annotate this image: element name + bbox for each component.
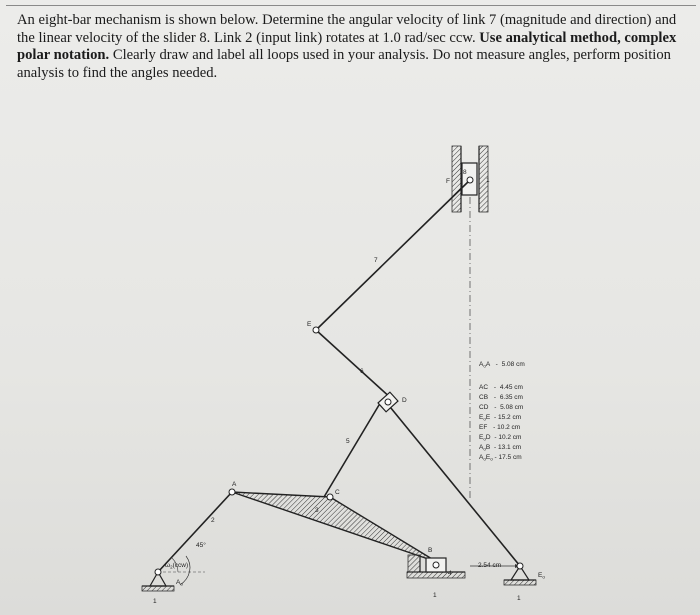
dim-row: $A_oB - 13.1$ cm	[479, 444, 522, 452]
label-f: F	[446, 178, 450, 185]
label-a: A	[232, 481, 237, 488]
problem-text-bold: Use analytical method, complex polar notation.	[17, 29, 677, 64]
link-3	[232, 492, 437, 562]
label-7: 7	[374, 257, 378, 264]
dimension-table	[479, 361, 525, 462]
label-b: B	[428, 547, 433, 554]
label-4: 4	[448, 570, 452, 577]
link-5	[324, 400, 382, 497]
label-3: 3	[315, 507, 319, 514]
label-a0: $A_o$	[176, 579, 183, 587]
label-1-b: 1	[433, 592, 437, 599]
link-7	[316, 180, 470, 330]
label-5: 5	[346, 438, 350, 445]
dim-row: EF - 10.2 cm	[479, 424, 521, 431]
pin-b	[433, 562, 439, 568]
dim-row: AC - 4.45 cm	[479, 384, 523, 391]
label-d: D	[402, 397, 407, 404]
label-2: 2	[211, 517, 215, 524]
dim-row: $A_oE_o - 17.5$ cm	[479, 454, 522, 462]
label-e0: $E_o$	[538, 572, 545, 580]
label-1-e0: 1	[517, 595, 521, 602]
dim-row: CD - 5.08 cm	[479, 404, 524, 411]
label-e: E	[307, 321, 312, 328]
label-1-a0: 1	[153, 598, 157, 605]
label-c: C	[335, 489, 340, 496]
pin-f	[467, 177, 473, 183]
problem-text-2: Clearly draw and label all loops used in your analysis. Do not measure angles, perform position analysis to find the angles needed.	[17, 47, 671, 81]
label-offset: 2.54 cm	[478, 562, 502, 569]
link-2	[158, 492, 232, 572]
label-angle: 45°	[196, 542, 206, 549]
dim-row: $E_oE - 15.2$ cm	[479, 414, 522, 422]
pin-e0	[517, 563, 523, 569]
pin-d	[385, 399, 391, 405]
dim-row: $E_oD - 10.2$ cm	[479, 434, 522, 442]
problem-text-1: An eight-bar mechanism is shown below. Determine the angular velocity of link 7 (magnitude and direction) and the linear velocity of the slider 8. Link 2 (input link) rotates at 1.0 rad/sec ccw.	[17, 12, 677, 46]
link-6	[316, 330, 393, 400]
pin-a	[229, 489, 235, 495]
dim-row: CB - 6.35 cm	[479, 394, 523, 401]
dim-row: $A_oA - 5.08$ cm	[479, 361, 525, 369]
pin-e	[313, 327, 319, 333]
pin-a0	[155, 569, 161, 575]
label-omega: $\omega_2(ccw)$	[165, 562, 189, 570]
pin-c	[327, 494, 333, 500]
label-6: 6	[360, 368, 364, 375]
label-8: 8	[463, 169, 467, 176]
label-1-top: 1	[486, 177, 490, 184]
